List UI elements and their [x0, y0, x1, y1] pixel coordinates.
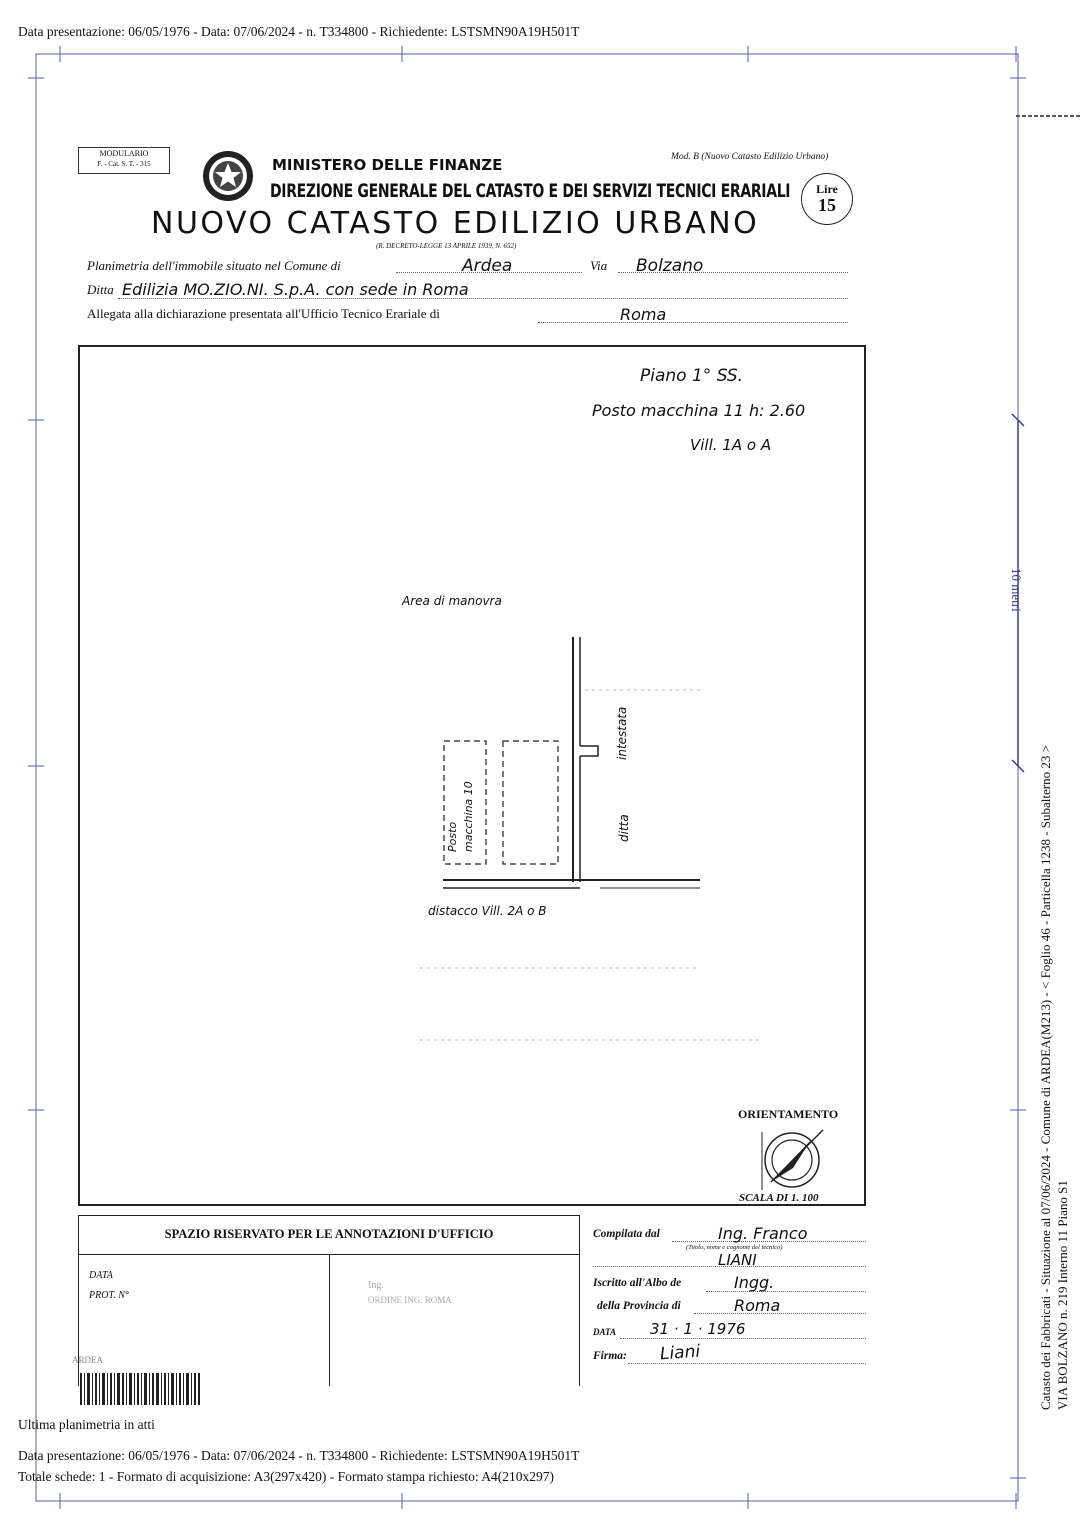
ministry-title: MINISTERO DELLE FINANZE [272, 156, 503, 174]
parking-10-label-a: Posto [446, 821, 459, 852]
distacco-label: distacco Vill. 2A o B [428, 904, 547, 918]
footer-line-1: Data presentazione: 06/05/1976 - Data: 07/06/2024 - n. T334800 - Richiedente: LSTSMN90A19H501T [18, 1448, 580, 1463]
allegata-label: Allegata alla dichiarazione presentata all'Ufficio Tecnico Erariale di [87, 306, 440, 321]
footer-line-2: Totale schede: 1 - Formato di acquisizione: A3(297x420) - Formato stampa richiesto: A4(210x297) [18, 1469, 554, 1484]
north-arrow-icon [757, 1128, 827, 1192]
albo-label: Iscritto all'Albo de [593, 1277, 682, 1289]
floor-plan-frame [78, 345, 866, 1206]
technician-name: Ing. Franco [718, 1224, 808, 1243]
comune-label: Planimetria dell'immobile situato nel Comune di [87, 258, 341, 273]
direzione-generale-title: DIREZIONE GENERALE DEL CATASTO E DEI SERVIZI TECNICI ERARIALI [270, 180, 791, 202]
plan-villa-label: Vill. 1A o A [690, 436, 772, 454]
firma-label: Firma: [593, 1350, 627, 1362]
document-header-line: Data presentazione: 06/05/1976 - Data: 07/06/2024 - n. T334800 - Richiedente: LSTSMN90A19H501T [18, 24, 580, 39]
lire-stamp [801, 173, 853, 225]
signature: Liani [659, 1341, 701, 1365]
parking-10-label-b: macchina 10 [462, 781, 475, 852]
scale-label: SCALA DI 1. 100 [739, 1192, 819, 1204]
data-dotline [620, 1338, 866, 1339]
via-label: Via [590, 258, 608, 273]
provincia-label: della Provincia di [597, 1300, 681, 1312]
ufficio-dotline [538, 322, 848, 323]
faded-stamp-line-2: ORDINE ING. ROMA [368, 1295, 452, 1305]
data-value: 31 · 1 · 1976 [650, 1320, 746, 1338]
lire-value: 15 [818, 195, 836, 215]
albo-dotline [706, 1291, 866, 1292]
technician-surname: LIANI [718, 1251, 757, 1269]
comune-value: Ardea [462, 256, 513, 276]
document-title: NUOVO CATASTO EDILIZIO URBANO [151, 206, 760, 241]
ditta-vertical-label: ditta [617, 814, 631, 842]
annotations-mid-border [329, 1254, 330, 1386]
side-cadastral-reference: Catasto dei Fabbricati - Situazione al 07/06/2024 - Comune di ARDEA(M213) - < Foglio 46 - Particella 1238 - Subalterno 23 > [1038, 745, 1053, 1410]
model-b-label: Mod. B (Nuovo Catasto Edilizio Urbano) [671, 152, 829, 162]
plan-parking-label: Posto macchina 11 h: 2.60 [592, 401, 806, 420]
compilata-label: Compilata dal [593, 1228, 660, 1240]
ditta-value: Edilizia MO.ZIO.NI. S.p.A. con sede in Roma [122, 280, 469, 299]
via-value: Bolzano [636, 256, 704, 276]
annotations-data-label: DATA [89, 1270, 113, 1281]
plan-maneuver-area-label: Area di manovra [402, 594, 502, 608]
annotations-heading: SPAZIO RISERVATO PER LE ANNOTAZIONI D'UFFICIO [164, 1227, 494, 1241]
ditta-label: Ditta [87, 282, 114, 297]
scale-bar-label: 10 metri [1009, 568, 1024, 612]
ufficio-value: Roma [620, 305, 667, 324]
republic-emblem-icon [200, 147, 256, 205]
intestata-vertical-label: intestata [615, 706, 629, 760]
annotations-right-border [579, 1254, 580, 1386]
surname-dotline [593, 1266, 866, 1267]
plan-floor-label: Piano 1° SS. [640, 366, 744, 386]
lire-label: Lire [816, 182, 838, 196]
barcode-caption: ARDEA [72, 1355, 103, 1365]
technician-hint: (Titolo, nome e cognome del tecnico) [686, 1244, 783, 1251]
annotations-prot-label: PROT. N° [89, 1290, 129, 1301]
albo-value: Ingg. [734, 1273, 775, 1292]
modulario-title: MODULARIO [99, 149, 149, 158]
side-address-reference: VIA BOLZANO n. 219 Interno 11 Piano S1 [1055, 1180, 1070, 1410]
decree-reference: (R. DECRETO-LEGGE 13 APRILE 1939, N. 652) [376, 242, 517, 250]
annotations-left-border [78, 1254, 79, 1386]
provincia-value: Roma [734, 1296, 781, 1315]
data-label: DATA [593, 1327, 617, 1337]
modulario-box [78, 147, 170, 174]
barcode-icon [80, 1371, 202, 1411]
modulario-code: F. - Cat. S. T. - 315 [97, 160, 151, 168]
footer-label: Ultima planimetria in atti [18, 1417, 155, 1432]
faded-stamp-line-1: Ing. [368, 1280, 384, 1291]
orientation-label: ORIENTAMENTO [738, 1107, 839, 1121]
